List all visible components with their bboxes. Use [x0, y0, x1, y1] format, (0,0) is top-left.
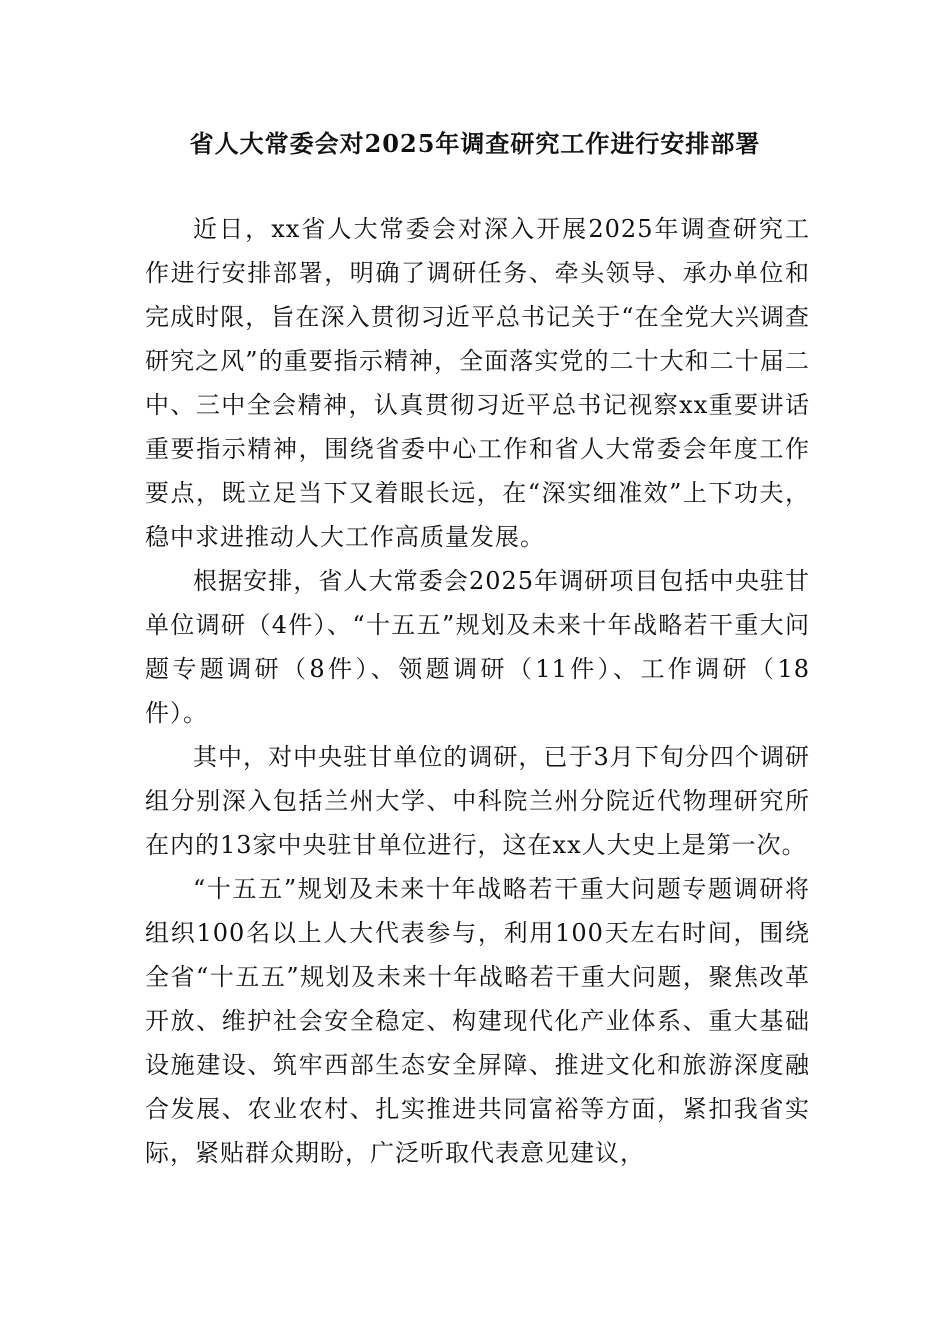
paragraph-arrangement: 根据安排，省人大常委会2025年调研项目包括中央驻甘单位调研（4件）、“十五五”规划及未来十年战略若干重大问题专题调研（8件）、领题调研（11件）、工作调研（18件）。: [145, 567, 810, 727]
document-body: [145, 207, 810, 1175]
paragraph-intro: 近日，xx省人大常委会对深入开展2025年调查研究工作进行安排部署，明确了调研任务、牵头领导、承办单位和完成时限，旨在深入贯彻习近平总书记关于“在全党大兴调查研究之风”的重要指示精神，全面落实党的二十大和二十届二中、三中全会精神，认真贯彻习近平总书记视察xx重要讲话重要指示精神，围绕省委中心工作和省人大常委会年度工作要点，既立足当下又着眼长远，在“深实细准效”上下功夫，稳中求进推动人大工作高质量发展。: [145, 215, 810, 551]
paragraph-special-research: “十五五”规划及未来十年战略若干重大问题专题调研将组织100名以上人大代表参与，利用100天左右时间，围绕全省“十五五”规划及未来十年战略若干重大问题，聚焦改革开放、维护社会安全稳定、构建现代化产业体系、重大基础设施建设、筑牢西部生态安全屏障、推进文化和旅游深度融合发展、农业农村、扎实推进共同富裕等方面，紧扣我省实际，紧贴群众期盼，广泛听取代表意见建议，: [145, 875, 810, 1167]
paragraph-central-units: 其中，对中央驻甘单位的调研，已于3月下旬分四个调研组分别深入包括兰州大学、中科院兰州分院近代物理研究所在内的13家中央驻甘单位进行，这在xx人大史上是第一次。: [145, 743, 810, 859]
document-title: 省人大常委会对2025年调查研究工作进行安排部署: [189, 129, 761, 158]
